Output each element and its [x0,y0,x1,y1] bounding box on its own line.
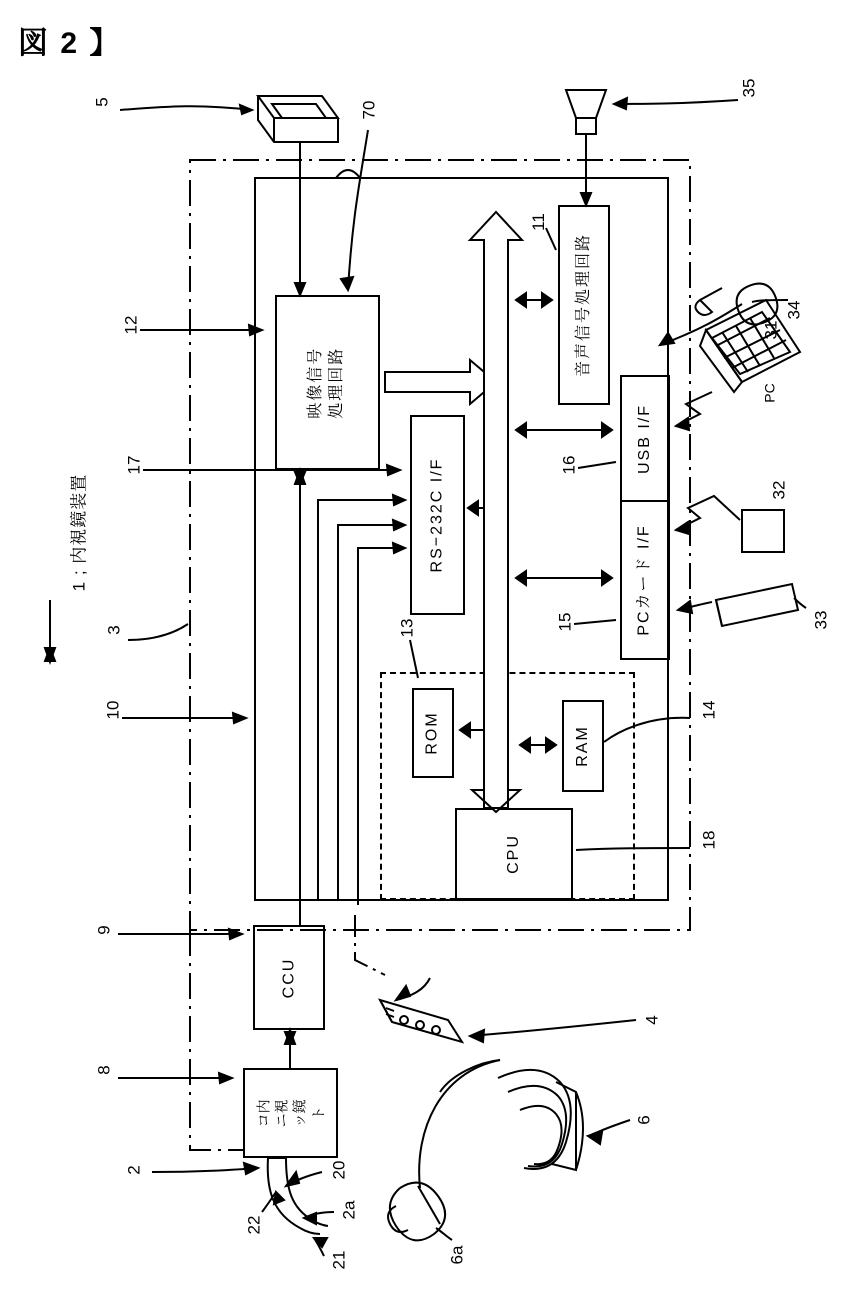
ref-2a: 2a [339,1200,359,1220]
ref-35: 35 [739,78,759,98]
ref-6: 6 [634,1115,654,1125]
ref-8: 8 [94,1065,114,1075]
ref-32: 32 [769,480,789,500]
block-label-usb: USB I/F [636,403,654,475]
ref-21: 21 [329,1250,349,1270]
ref-13: 13 [397,618,417,638]
figure-title: 1 ; 内視鏡装置 [69,473,89,592]
block-pccard-interface [620,500,670,660]
block-rs232c-interface [410,415,465,615]
block-label-cpu: CPU [505,834,522,874]
ref-33: 33 [811,610,831,630]
ref-9: 9 [94,925,114,935]
block-rom [412,688,454,778]
ref-31: 31 [761,320,781,340]
block-usb-interface [620,375,670,503]
block-label-audio: 音声信号処理回路 [575,232,593,378]
ref-11: 11 [528,213,548,231]
ref-4: 4 [642,1015,662,1025]
block-scope-unit: コ内 ニ視 ッ鏡 ト [243,1068,338,1158]
pc-caption: PC [761,383,778,403]
block-audio-signal-processing [558,205,610,405]
block-label-ccu: CCU [279,957,297,998]
ref-20: 20 [329,1160,349,1180]
block-label-ram: RAM [574,725,591,767]
block-label-rs232c: RS−232C I/F [428,457,446,573]
ref-18: 18 [699,830,719,850]
ref-15: 15 [555,612,575,632]
ref-2: 2 [124,1165,144,1175]
ref-34: 34 [784,300,804,320]
block-label-rom: ROM [424,711,442,755]
ref-14: 14 [699,700,719,720]
ref-5: 5 [92,97,112,107]
ref-16: 16 [559,455,579,475]
block-label-pccard: PCカード I/F [636,524,653,636]
ref-3: 3 [104,625,124,635]
ref-17: 17 [124,455,144,475]
figure-label: 図 2 】 [18,27,122,60]
block-cpu [455,808,573,900]
block-ram [562,700,604,792]
block-ccu [253,925,325,1030]
ref-70: 70 [359,100,379,120]
ref-12: 12 [121,315,141,335]
ref-10: 10 [103,700,123,720]
ref-22: 22 [244,1215,264,1235]
ref-6a: 6a [447,1245,467,1265]
block-video-signal-processing: 映像信号 処理回路 [275,295,380,470]
